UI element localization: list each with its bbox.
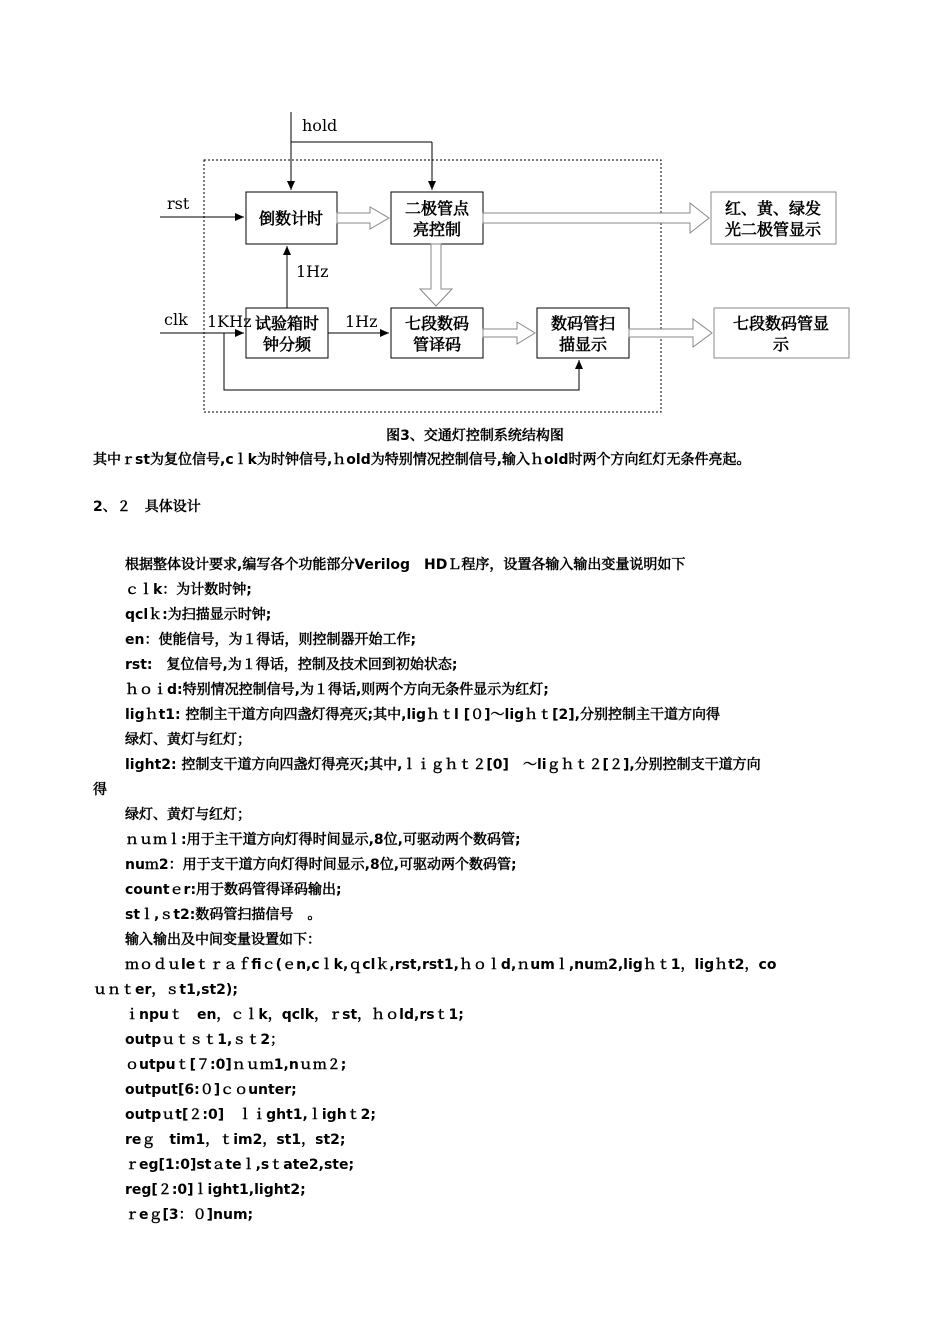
block-seg-display-label-2: 示 <box>772 335 790 354</box>
hollow-arrow-decoder-to-scan <box>483 322 535 344</box>
block-led-display-label-1: 红、黄、绿发 <box>724 199 822 218</box>
body-line-16: 输入输出及中间变量设置如下： <box>125 932 321 948</box>
freq-1khz-label: 1KHz <box>207 312 252 331</box>
block-seg-decoder-label-1: 七段数码 <box>404 314 470 333</box>
body-line-1: 根据整体设计要求,编写各个功能部分Verilog HDＬ程序，设置各输入输出变量说明如下 <box>125 557 686 573</box>
body-line-23: outpｕt[２:0] ｌｉght1,ｌighｔ2; <box>125 1107 376 1123</box>
figure-caption: 图3、交通灯控制系统结构图 <box>386 428 564 444</box>
block-countdown-label: 倒数计时 <box>258 209 324 228</box>
block-led-control-label-2: 亮控制 <box>412 220 462 239</box>
body-line-24: reｇ tim1，ｔim2，st1，st2; <box>125 1132 346 1148</box>
body-line-2: ｃｌk：为计数时钟; <box>125 582 252 598</box>
freq-1hz-vertical-label: 1Hz <box>296 262 329 281</box>
body-line-18: ｕｎｔer，ｓt1,st2); <box>93 982 238 998</box>
body-line-5: rst: 复位信号,为１得话，控制及技术回到初始状态; <box>125 657 458 673</box>
body-line-4: en：使能信号，为１得话，则控制器开始工作; <box>125 632 417 648</box>
section-heading: 2、２ 具体设计 <box>93 499 201 515</box>
body-line-13: nuｍ2：用于支干道方向灯得时间显示,8位,可驱动两个数码管; <box>125 857 517 873</box>
block-seg-decoder-label-2: 管译码 <box>412 335 462 354</box>
body-line-25: ｒeg[1:0]stａteｌ,sｔate2,ste; <box>125 1157 355 1173</box>
freq-1hz-horizontal-label: 1Hz <box>345 312 378 331</box>
body-line-26: reg[２:0]ｌight1,light2; <box>125 1182 306 1198</box>
body-line-19: ｉnpuｔ en，ｃｌk，qclk，ｒst，ｈｏld,rsｔ1; <box>125 1007 464 1023</box>
intro-paragraph: 其中ｒst为复位信号,cｌk为时钟信号,ｈold为特别情况控制信号,输入ｈold时两个方向红灯无条件亮起。 <box>93 452 751 468</box>
block-led-display-label-2: 光二极管显示 <box>724 220 822 239</box>
body-line-27: ｒeｇ[3：０]num; <box>125 1207 254 1223</box>
hollow-arrow-scan-to-seg-display <box>629 319 712 347</box>
body-line-8: 绿灯、黄灯与红灯； <box>125 732 251 748</box>
rst-label: rst <box>167 194 190 213</box>
block-scan-display-label-1: 数码管扫 <box>550 314 616 333</box>
body-line-15: stｌ,ｓt2:数码管扫描信号 。 <box>125 907 322 923</box>
hollow-arrow-led-control-to-decoder <box>420 244 452 306</box>
body-line-21: ｏutpuｔ[７:0]ｎｕｍ1,nｕｍ２; <box>125 1057 347 1073</box>
block-scan-display-label-2: 描显示 <box>558 335 608 354</box>
body-line-3: qclｋ:为扫描显示时钟; <box>125 607 272 623</box>
body-line-20: outpｕｔｓｔ1,ｓｔ2； <box>125 1032 285 1048</box>
hollow-arrow-led-control-to-display <box>483 203 709 233</box>
block-led-control-label-1: 二极管点 <box>404 199 470 218</box>
block-seg-display-label-1: 七段数码管显 <box>732 314 830 333</box>
traffic-light-structure-diagram <box>0 0 950 420</box>
body-line-10: 得 <box>93 782 107 798</box>
body-line-7: ligｈt1: 控制主干道方向四盏灯得亮灭;其中,ligｈｔl [０]～ligｈｔ[2],分别控制主干道方向得 <box>125 707 721 723</box>
body-line-14: countｅr:用于数码管得译码输出; <box>125 882 342 898</box>
body-line-22: output[6:０]ｃｏunter; <box>125 1082 297 1098</box>
block-clock-divider-label-2: 钟分频 <box>262 335 312 354</box>
hollow-arrow-countdown-to-led-control <box>337 207 389 229</box>
body-line-12: ｎｕｍｌ:用于主干道方向灯得时间显示,8位,可驱动两个数码管; <box>125 832 521 848</box>
body-line-9: light2: 控制支干道方向四盏灯得亮灭;其中,ｌｉｇｈｔ２[0] ～liｇｈｔ２[２],分别控制支干道方向 <box>125 757 761 773</box>
block-clock-divider-label-1: 试验箱时 <box>254 314 320 333</box>
hold-label: hold <box>302 116 338 135</box>
body-line-11: 绿灯、黄灯与红灯； <box>125 807 251 823</box>
body-line-6: ｈｏｉd:特别情况控制信号,为１得话,则两个方向无条件显示为红灯; <box>125 682 549 698</box>
body-line-17: ｍｏｄｕleｔｒａｆfiｃ(ｅn,cｌk,ｑclｋ,rst,rst1,ｈｏｌd,ｎumｌ,nuｍ2,ligｈｔ1，ligｈt2，co <box>125 957 777 973</box>
clk-label: clk <box>164 310 188 329</box>
